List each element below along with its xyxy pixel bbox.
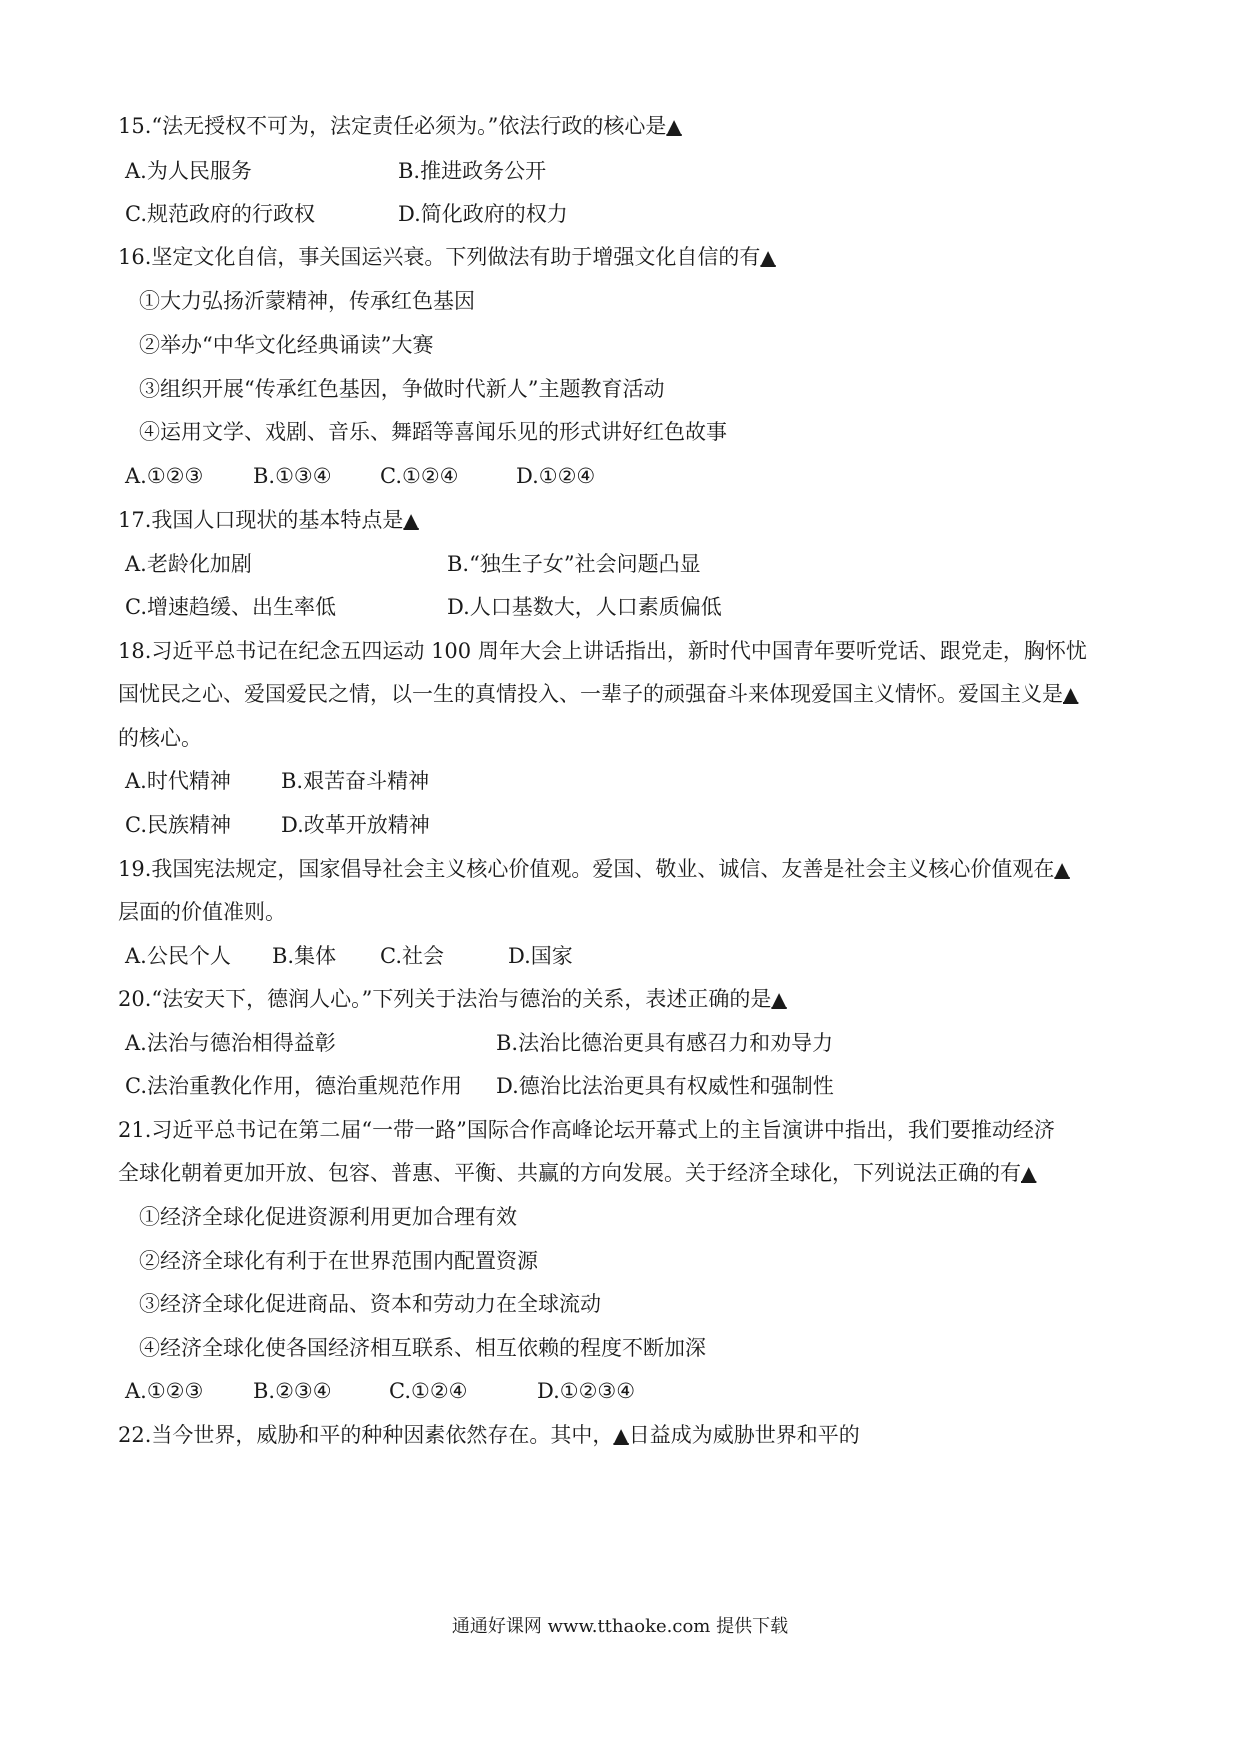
q21-item-3: ③经济全球化促进商品、资本和劳动力在全球流动 (139, 1292, 601, 1316)
q19-option-b: B.集体 (272, 944, 337, 968)
q20-option-c: C.法治重教化作用，德治重规范作用 (125, 1074, 462, 1098)
q21-item-4: ④经济全球化使各国经济相互联系、相互依赖的程度不断加深 (139, 1336, 706, 1360)
question-16-stem: 16.坚定文化自信，事关国运兴衰。下列做法有助于增强文化自信的有▲ (118, 245, 776, 269)
q18-option-a: A.时代精神 (125, 769, 231, 793)
q16-item-1: ①大力弘扬沂蒙精神，传承红色基因 (139, 289, 475, 313)
answer-blank-marker: ▲ (760, 245, 776, 269)
question-20-stem: 20.“法安天下，德润人心。”下列关于法治与德治的关系，表述正确的是▲ (118, 987, 787, 1011)
q15-option-a: A.为人民服务 (125, 159, 252, 183)
q21-option-b: B.②③④ (253, 1379, 332, 1403)
q21-item-1: ①经济全球化促进资源利用更加合理有效 (139, 1205, 517, 1229)
q20-option-a: A.法治与德治相得益彰 (125, 1031, 336, 1055)
q21-item-2: ②经济全球化有利于在世界范围内配置资源 (139, 1249, 538, 1273)
q19-option-c: C.社会 (380, 944, 444, 968)
q15-option-b: B.推进政务公开 (398, 159, 547, 183)
answer-blank-marker: ▲ (771, 987, 787, 1011)
q21-option-a: A.①②③ (125, 1379, 204, 1403)
question-18-line-3: 的核心。 (118, 726, 202, 750)
q15-option-c: C.规范政府的行政权 (125, 202, 315, 226)
q16-item-2: ②举办“中华文化经典诵读”大赛 (139, 333, 434, 357)
question-21-line-1: 21.习近平总书记在第二届“一带一路”国际合作高峰论坛开幕式上的主旨演讲中指出，我们要推动经济 (118, 1118, 1055, 1142)
q21-option-d: D.①②③④ (537, 1379, 636, 1403)
question-15-stem: 15.“法无授权不可为，法定责任必须为。”依法行政的核心是▲ (118, 114, 682, 138)
q17-option-d: D.人口基数大，人口素质偏低 (447, 595, 722, 619)
question-18-line-1: 18.习近平总书记在纪念五四运动 100 周年大会上讲话指出，新时代中国青年要听党话、跟党走，胸怀忧 (118, 639, 1087, 663)
answer-blank-marker: ▲ (613, 1423, 629, 1447)
answer-blank-marker: ▲ (1054, 857, 1070, 881)
question-17-stem: 17.我国人口现状的基本特点是▲ (118, 508, 419, 532)
q16-item-4: ④运用文学、戏剧、音乐、舞蹈等喜闻乐见的形式讲好红色故事 (139, 420, 727, 444)
q16-item-3: ③组织开展“传承红色基因，争做时代新人”主题教育活动 (139, 377, 665, 401)
question-21-line-2: 全球化朝着更加开放、包容、普惠、平衡、共赢的方向发展。关于经济全球化，下列说法正确的有▲ (118, 1161, 1037, 1185)
q17-option-b: B.“独生子女”社会问题凸显 (447, 552, 701, 576)
q16-option-d: D.①②④ (516, 464, 596, 488)
q18-option-b: B.艰苦奋斗精神 (281, 769, 430, 793)
q18-option-c: C.民族精神 (125, 813, 231, 837)
answer-blank-marker: ▲ (666, 114, 682, 138)
question-22-stem: 22.当今世界，威胁和平的种种因素依然存在。其中，▲日益成为威胁世界和平的 (118, 1423, 860, 1447)
q20-option-d: D.德治比法治更具有权威性和强制性 (496, 1074, 834, 1098)
q21-option-c: C.①②④ (389, 1379, 468, 1403)
q16-option-b: B.①③④ (253, 464, 332, 488)
answer-blank-marker: ▲ (1063, 682, 1079, 706)
answer-blank-marker: ▲ (1021, 1161, 1037, 1185)
question-18-line-2: 国忧民之心、爱国爱民之情，以一生的真情投入、一辈子的顽强奋斗来体现爱国主义情怀。爱国主义是▲ (118, 682, 1079, 706)
q18-option-d: D.改革开放精神 (281, 813, 430, 837)
question-19-line-1: 19.我国宪法规定，国家倡导社会主义核心价值观。爱国、敬业、诚信、友善是社会主义核心价值观在▲ (118, 857, 1070, 881)
download-footer: 通通好课网 www.tthaoke.com 提供下载 (451, 1616, 789, 1637)
q15-option-d: D.简化政府的权力 (398, 202, 568, 226)
q19-option-a: A.公民个人 (125, 944, 231, 968)
q17-option-c: C.增速趋缓、出生率低 (125, 595, 336, 619)
q16-option-c: C.①②④ (380, 464, 459, 488)
q19-option-d: D.国家 (508, 944, 573, 968)
q20-option-b: B.法治比德治更具有感召力和劝导力 (496, 1031, 834, 1055)
q16-option-a: A.①②③ (125, 464, 204, 488)
question-19-line-2: 层面的价值准则。 (118, 900, 286, 924)
q17-option-a: A.老龄化加剧 (125, 552, 252, 576)
answer-blank-marker: ▲ (403, 508, 419, 532)
